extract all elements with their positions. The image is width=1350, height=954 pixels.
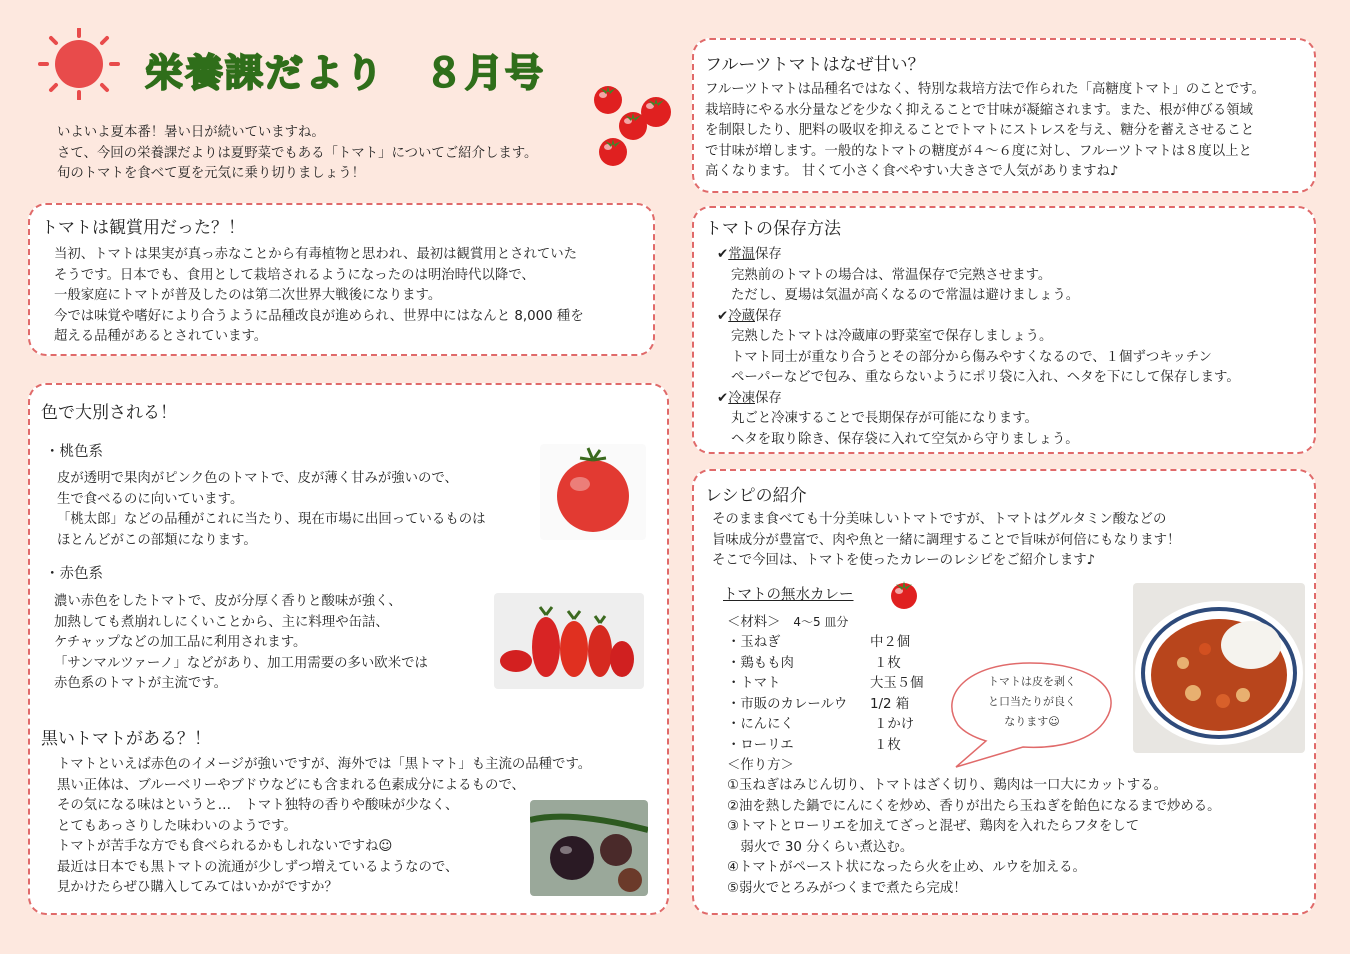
recipe-name: トマトの無水カレー (723, 587, 854, 603)
curry-photo (1133, 583, 1305, 753)
cherry-tomatoes-icon (588, 78, 678, 168)
fruit-tomato-title: フルーツトマトはなぜ甘い？ (705, 55, 925, 75)
storage-title: トマトの保存方法 (705, 219, 841, 239)
page-title: 栄養課だより ８月号 (145, 51, 546, 95)
ornamental-text: 当初、トマトは果実が真っ赤なことから有毒植物と思われ、最初は観賞用とされていた そうです。日本でも、食用として栽培されるようになったのは明治時代以降で、 一般家庭にトマトが普及したのは第二次世界大戦後になります。 今では味覚や嗜好により合うように品種改良が進められ、世界中にはなんと 8,000 種を 超える品種があるとされています。 (54, 247, 584, 344)
method-steps: ①玉ねぎはみじん切り、トマトはざく切り、鶏肉は一口大にカットする。 ②油を熱した鍋でにんにくを炒め、香りが出たら玉ねぎを飴色になるまで炒める。 ③トマトとローリエを加えてざっと混ぜ、鶏肉を入れたらフタをして 弱火で 30 分くらい煮込む。 ④トマトがペースト状になったら火を止め、ルウを加える。 ⑤弱火でとろみがつくまで煮たら完成！ (727, 778, 1221, 896)
black-heading: 黒いトマトがある？！ (41, 729, 211, 749)
black-text: トマトといえば赤色のイメージが強いですが、海外では「黒トマト」も主流の品種です。 黒い正体は、ブルーベリーやブドウなどにも含まれる色素成分によるもので、 その気になる味はというと… トマト独特の香りや酸味が少なく、 とてもあっさりした味わいのようです。 トマトが苦手な方でも食べられるかもしれないですね☺ 最近は日本でも黒トマトの流通が少しずつ増えているようなので、 見かけたらぜひ購入してみてはいかがですか？ (57, 757, 592, 895)
pink-tomato-photo (540, 444, 646, 540)
pink-heading: ・桃色系 (45, 444, 103, 460)
sun-icon (35, 28, 123, 100)
recipe-intro: そのまま食べても十分美味しいトマトですが、トマトはグルタミン酸などの 旨味成分が豊富で、肉や魚と一緒に調理することで旨味が何倍にもなります！ そこで今回は、トマトを使ったカレーのレシピをご紹介します♪ (712, 512, 1181, 568)
ingredient-row: ・にんにく １かけ (727, 717, 915, 732)
colors-title: 色で大別される！ (41, 403, 177, 423)
ingredient-row: ・トマト 大玉５個 (727, 676, 924, 691)
pink-text: 皮が透明で果肉がピンク色のトマトで、皮が薄く甘みが強いので、 生で食べるのに向いています。 「桃太郎」などの品種がこれに当たり、現在市場に出回っているものは ほとんどがこの部類になります。 (57, 471, 486, 548)
method-label: ＜作り方＞ (727, 758, 794, 773)
black-tomato-photo (530, 800, 648, 896)
storage-text: ✔常温保存 完熟前のトマトの場合は、常温保存で完熟させます。 ただし、夏場は気温が高くなるので常温は避けましょう。 ✔冷蔵保存 完熟したトマトは冷蔵庫の野菜室で保存しましょう。 トマト同士が重なり合うとその部分から傷みやすくなるので、１個ずつキッチン ペーパーなどで包み、重ならないようにポリ袋に入れ、ヘタを下にして保存します。 ✔冷凍保存 丸ごと冷凍することで長期保存が可能になります。 ヘタを取り除き、保存袋に入れて空気から守りましょう。 (717, 247, 1240, 447)
recipe-title: レシピの紹介 (705, 486, 807, 506)
ingredient-row: ・ローリエ １枚 (727, 737, 901, 753)
red-tomato-photo (494, 593, 644, 689)
ingredient-row: ・鶏もも肉 １枚 (727, 655, 901, 671)
red-heading: ・赤色系 (45, 566, 103, 582)
tomato-icon (887, 578, 921, 610)
materials-label-row: ＜材料＞ 4～5 皿分 (727, 615, 849, 630)
bubble-text: トマトは皮を剥く と口当たりが良く なります☺ (988, 675, 1076, 728)
ingredient-list (727, 633, 924, 756)
fruit-tomato-text: フルーツトマトは品種名ではなく、特別な栽培方法で作られた「高糖度トマト」のことです。 栽培時にやる水分量などを少なく抑えることで甘味が凝縮されます。また、根が伸びる領域 を制限したり、肥料の吸収を抑えることでトマトにストレスを与え、糖分を蓄えさせること で甘味が増します。一般的なトマトの糖度が４～６度に対し、フルーツトマトは８度以上と 高くなります。 甘くて小さく食べやすい大きさで人気がありますね♪ (705, 82, 1265, 179)
ingredient-row: ・市販のカレールウ 1/2 箱 (727, 696, 910, 712)
ornamental-title: トマトは観賞用だった？！ (41, 218, 245, 238)
ingredient-row: ・玉ねぎ 中２個 (727, 635, 911, 650)
red-text: 濃い赤色をしたトマトで、皮が分厚く香りと酸味が強く、 加熱しても煮崩れしにくいことから、主に料理や缶詰、 ケチャップなどの加工品に利用されます。 「サンマルツァーノ」などがあり、加工用需要の多い欧米では 赤色系のトマトが主流です。 (54, 594, 428, 691)
intro-text: いよいよ夏本番！暑い日が続いていますね。 さて、今回の栄養課だよりは夏野菜でもある「トマト」についてご紹介します。 旬のトマトを食べて夏を元気に乗り切りましょう！ (57, 125, 538, 181)
